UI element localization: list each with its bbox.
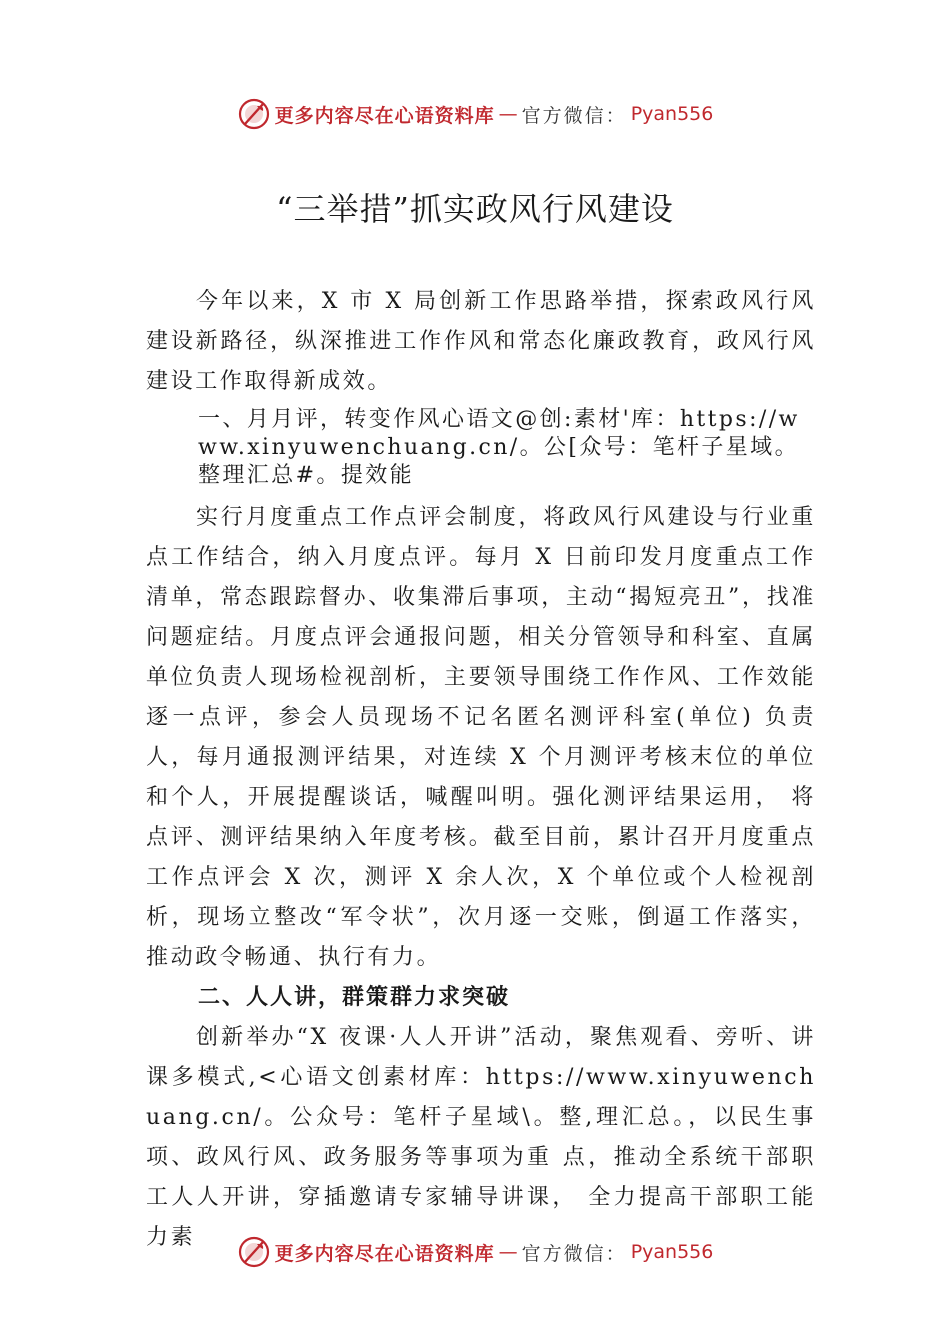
quill-seal-icon xyxy=(237,97,271,131)
document-body xyxy=(146,282,816,1258)
watermark-label: 官方微信： xyxy=(521,104,627,127)
section-1-paragraph: 实行月度重点工作点评会制度，将政风行风建设与行业重点工作结合，纳入月度点评。每月 X 日前印发月度重点工作清单，常态跟踪督办、收集滞后事项，主动“揭短亮丑”，找准问题症结。月度点评会通报问题，相关分管领导和科室、直属单位负责人现场检视剖析，主要领导围绕工作作风、工作效能逐一点评，参会人员现场不记名匿名测评科室(单位) 负责人，每月通报测评结果，对连续 X 个月测评考核末位的单位和个人，开展提醒谈话，喊醒叫明。强化测评结果运用， 将点评、测评结果纳入年度考核。截至目前，累计召开月度重点工作点评会 X 次，测评 X 余人次，X 个单位或个人检视剖析，现场立整改“军令状”，次月逐一交账，倒逼工作落实， 推动政令畅通、执行有力。 xyxy=(146,505,816,970)
document-title: “三举措”抓实政风行风建设 xyxy=(276,190,674,228)
watermark-wechat-id: Pyan556 xyxy=(630,1241,714,1263)
watermark-text: 更多内容尽在心语资料库 xyxy=(274,104,495,127)
section-2-paragraph: 创新举办“X 夜课·人人开讲”活动，聚焦观看、旁听、讲课多模式,<心语文创素材库：https://www.xinyuwenchuang.cn/。公众号：笔杆子星域\。整,理汇总。，以民生事项、政风行风、政务服务等事项为重 点，推动全系统干部职工人人开讲，穿插邀请专家辅导讲课， 全力提高干部职工能力素 xyxy=(146,1025,816,1250)
watermark-header xyxy=(0,94,950,134)
intro-paragraph: 今年以来，X 市 X 局创新工作思路举措，探索政风行风建设新路径，纵深推进工作作风和常态化廉政教育，政风行风建设工作取得新成效。 xyxy=(146,289,816,394)
watermark-label: 官方微信： xyxy=(521,1242,627,1265)
section-heading-1: 一、月月评，转变作风心语文@创:素材'库：https://www.xinyuwenchuang.cn/。公[众号：笔杆子星域。整理汇总#。提效能 xyxy=(198,407,800,488)
watermark-text: 更多内容尽在心语资料库 xyxy=(274,1242,495,1265)
watermark-separator: — xyxy=(498,103,518,125)
quill-seal-icon xyxy=(237,1235,271,1269)
watermark-footer xyxy=(0,1232,950,1272)
watermark-wechat-id: Pyan556 xyxy=(630,103,714,125)
watermark-separator: — xyxy=(498,1241,518,1263)
section-heading-2: 二、人人讲，群策群力求突破 xyxy=(198,985,511,1010)
